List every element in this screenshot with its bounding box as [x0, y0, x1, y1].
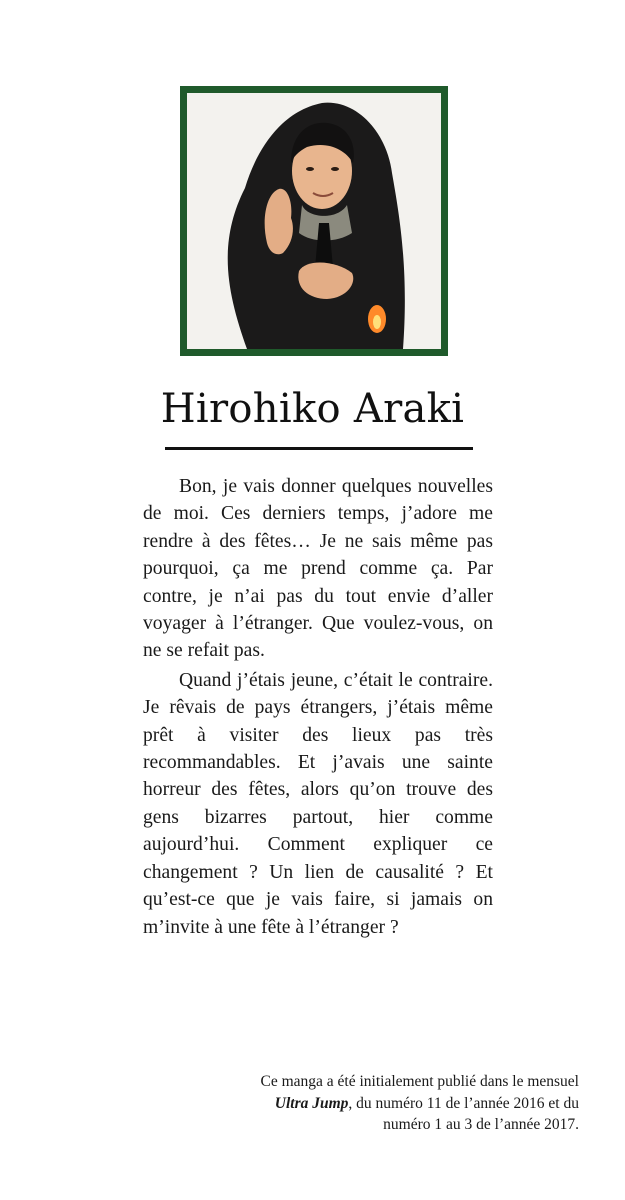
paragraph-2: Quand j’étais jeune, c’était le contraire. Je rêvais de pays étrangers, j’étais même prêt à visiter des lieux pas très recommandables. Et j’avais une sainte horreur des fêtes, alors qu’on trouve des gens bizarres partout, hier comme aujourd’hui. Comment expliquer ce changement ? Un lien de causalité ? Et qu’est-ce que je vais faire, si jamais on m’invite à une fête à l’étranger ? — [143, 669, 493, 938]
publication-note-after: , du numéro 11 de l’année 2016 et du numéro 1 au 3 de l’année 2017. — [348, 1094, 579, 1133]
title-underline — [165, 447, 473, 450]
biography-text — [143, 473, 493, 943]
author-portrait-image — [187, 93, 441, 349]
author-photo-frame — [180, 86, 448, 356]
publication-note-before: Ce manga a été initialement publié dans le mensuel — [260, 1073, 579, 1090]
publication-note — [239, 1071, 579, 1136]
author-name: Hirohiko Araki — [160, 386, 465, 432]
paragraph-1: Bon, je vais donner quelques nouvelles de moi. Ces derniers temps, j’adore me rendre à des fêtes… Je ne sais même pas pourquoi, ça me prend comme ça. Par contre, je n’ai pas du tout envie d’aller voyager à l’étranger. Que voulez-vous, on ne se refait pas. — [143, 476, 493, 662]
author-photo — [187, 93, 441, 349]
magazine-title: Ultra Jump — [274, 1094, 349, 1112]
